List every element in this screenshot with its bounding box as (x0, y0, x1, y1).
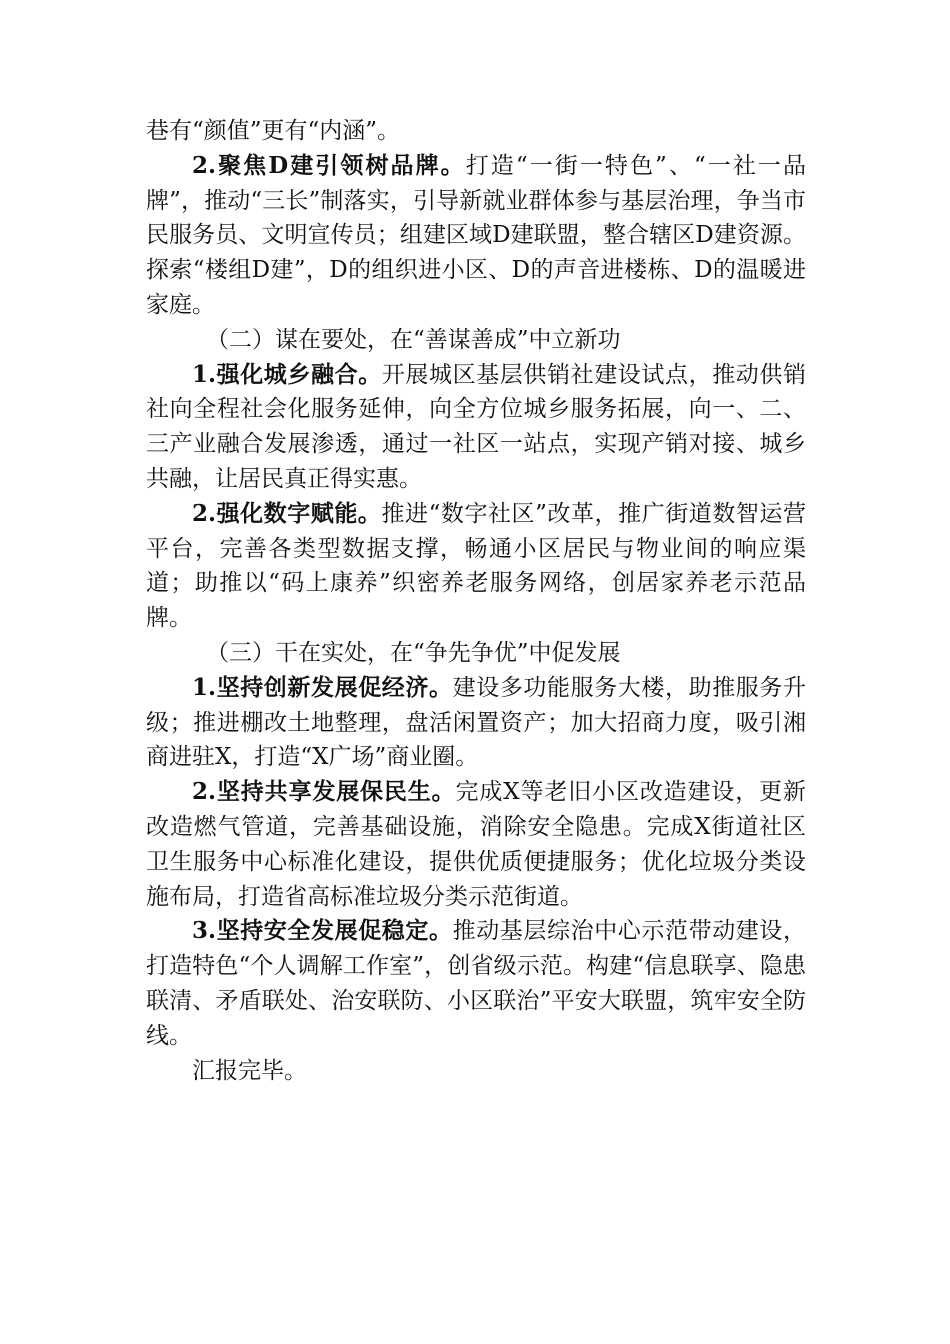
paragraph-item-livelihood (146, 775, 806, 914)
paragraph-lead: 3.坚持安全发展促稳定。 (192, 917, 453, 945)
paragraph-lead: 1.强化城乡融合。 (192, 360, 382, 388)
paragraph-text: 建设多功能服务大楼，助推服务升级；推进棚改土地整理，盘活闲置资产；加大招商力度，吸引湘商进驻X，打造“X广场”商业圈。 (146, 674, 807, 771)
paragraph-text: 打造“一街一特色”、“一社一品牌”，推动“三长”制落实，引导新就业群体参与基层治理，争当市民服务员、文明宣传员；组建区域D建联盟，整合辖区D建资源。探索“楼组D建”，D的组织进小区、D的声音进楼栋、D的温暖进家庭。 (146, 152, 806, 318)
paragraph-lead: 2.坚持共享发展保民生。 (192, 778, 456, 806)
paragraph-text: 完成X等老旧小区改造建设，更新改造燃气管道，完善基础设施，消除安全隐患。完成X街道社区卫生服务中心标准化建设，提供优质便捷服务；优化垃圾分类设施布局，打造省高标准垃圾分类示范街道。 (146, 779, 807, 910)
section-heading-2 (146, 323, 806, 358)
paragraph-item-digital (146, 497, 806, 636)
paragraph-lead: 2.聚焦D建引领树品牌。 (192, 151, 466, 179)
closing-line (146, 1054, 806, 1089)
paragraph-lead: 2.强化数字赋能。 (192, 499, 382, 527)
section-heading-text: （三）干在实处，在“争先争优”中促发展 (206, 639, 621, 666)
paragraph-text: 汇报完毕。 (192, 1057, 307, 1084)
paragraph-continuation (146, 114, 806, 149)
paragraph-item-safety (146, 914, 806, 1053)
paragraph-item-urban-rural (146, 358, 806, 497)
paragraph-lead: 1.坚持创新发展促经济。 (192, 673, 453, 701)
document-page (146, 114, 806, 1088)
paragraph-item-party-brand (146, 149, 806, 323)
paragraph-text: 巷有“颜值”更有“内涵”。 (146, 118, 401, 144)
paragraph-item-economy (146, 671, 806, 775)
section-heading-3 (146, 636, 806, 671)
section-heading-text: （二）谋在要处，在“善谋善成”中立新功 (206, 326, 621, 353)
paragraph-text: 推动基层综治中心示范带动建设，打造特色“个人调解工作室”，创省级示范。构建“信息联享、隐患联清、矛盾联处、治安联防、小区联治”平安大联盟，筑牢安全防线。 (146, 918, 807, 1049)
paragraph-text: 开展城区基层供销社建设试点，推动供销社向全程社会化服务延伸，向全方位城乡服务拓展，向一、二、三产业融合发展渗透，通过一社区一站点，实现产销对接、城乡共融，让居民真正得实惠。 (146, 361, 807, 492)
paragraph-text: 推进“数字社区”改革，推广街道数智运营平台，完善各类型数据支撑，畅通小区居民与物业间的响应渠道；助推以“码上康养”织密养老服务网络，创居家养老示范品牌。 (146, 500, 806, 632)
